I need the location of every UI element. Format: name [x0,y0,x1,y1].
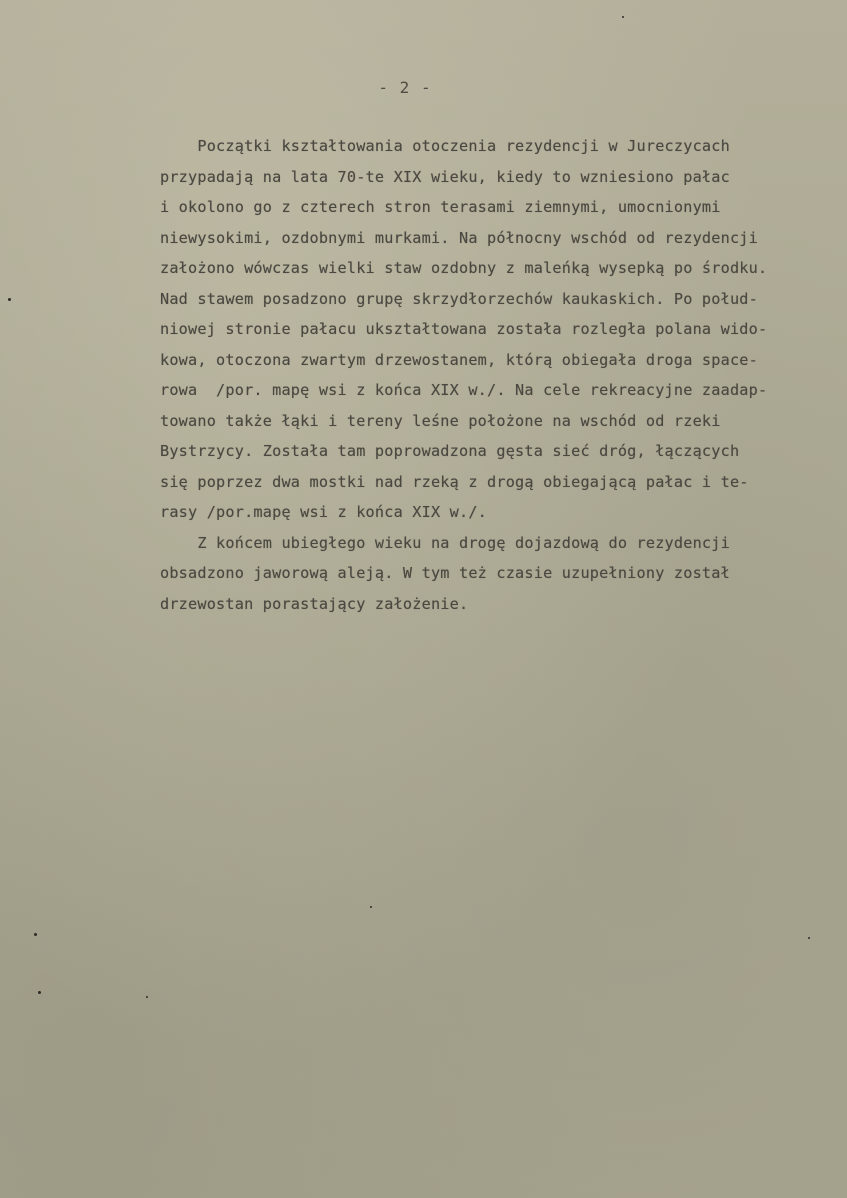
paper-speck [808,937,810,939]
body-text [160,131,820,619]
paper-speck [38,991,41,994]
paper-speck [622,16,624,18]
text-line: drzewostan porastający założenie. [160,594,469,613]
page-number: - 2 - [378,78,432,97]
text-line: niewysokimi, ozdobnymi murkami. Na północny wschód od rezydencji [160,228,758,247]
text-line: Początki kształtowania otoczenia rezydencji w Jureczycach [160,137,730,155]
text-line: towano także łąki i tereny leśne położone na wschód od rzeki [160,411,721,430]
text-line: rasy /por.mapę wsi z końca XIX w./. [160,503,488,521]
text-line: Nad stawem posadzono grupę skrzydłorzechów kaukaskich. Po połud- [160,289,758,308]
paper-speck [370,906,372,908]
text-line: Z końcem ubiegłego wieku na drogę dojazdową do rezydencji [160,533,730,552]
text-line: rowa /por. mapę wsi z końca XIX w./. Na cele rekreacyjne zaadap- [160,381,768,399]
text-line: kowa, otoczona zwartym drzewostanem, którą obiegała droga space- [160,350,758,369]
paper-speck [146,996,148,998]
text-line: się poprzez dwa mostki nad rzeką z drogą obiegającą pałac i te- [160,472,749,491]
paper-speck [8,298,11,301]
text-line: niowej stronie pałacu ukształtowana została rozległa polana wido- [160,320,768,338]
text-line: i okolono go z czterech stron terasami ziemnymi, umocnionymi [160,198,721,216]
text-line: Bystrzycy. Została tam poprowadzona gęsta sieć dróg, łączących [160,442,740,460]
paper-speck [34,933,37,936]
text-line: przypadają na lata 70-te XIX wieku, kiedy to wzniesiono pałac [160,167,730,186]
text-line: obsadzono jaworową aleją. W tym też czasie uzupełniony został [160,564,730,582]
text-line: założono wówczas wielki staw ozdobny z maleńką wysepką po środku. [160,259,768,277]
